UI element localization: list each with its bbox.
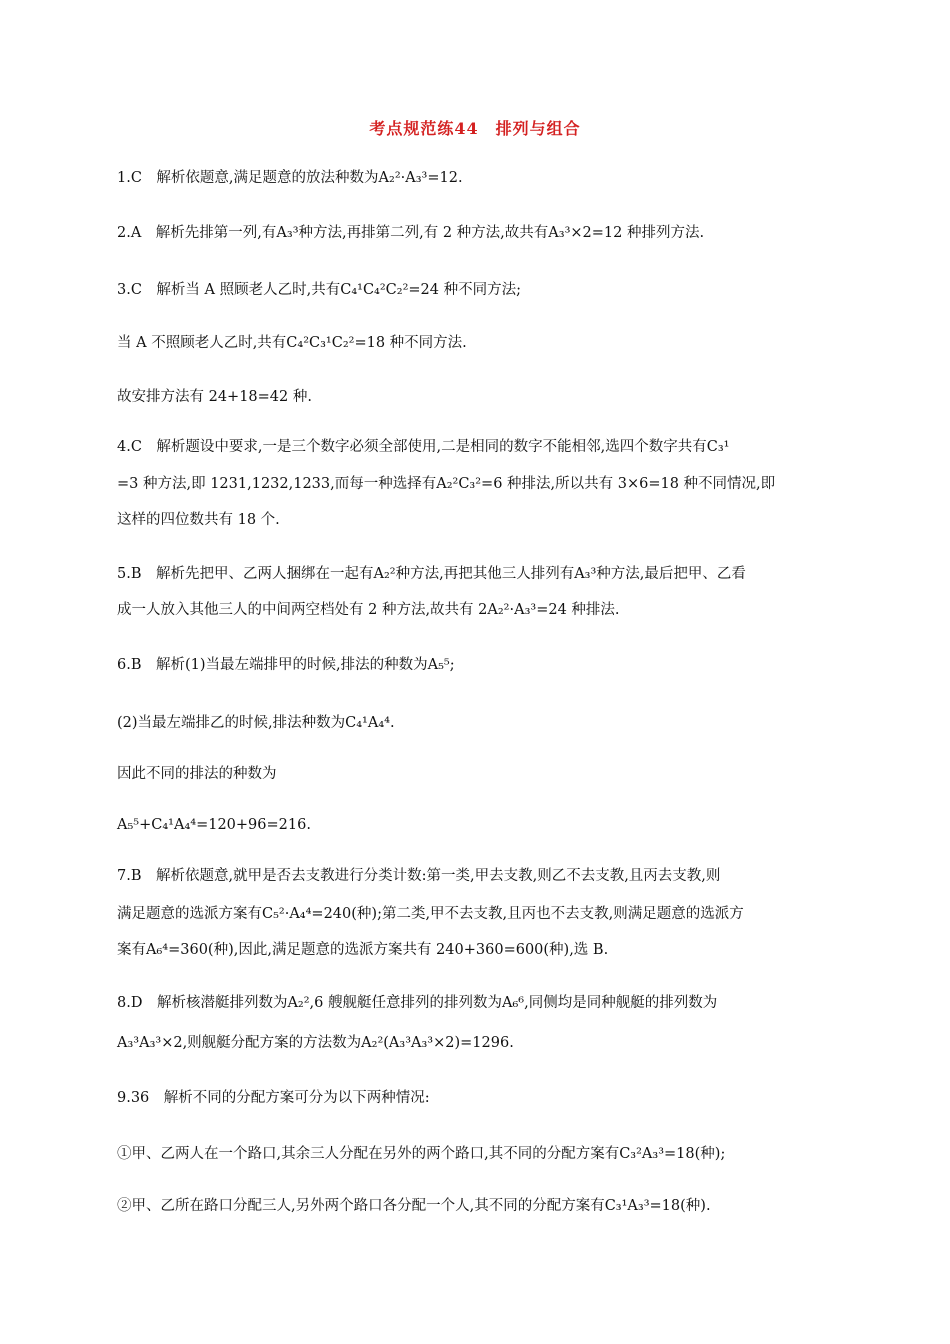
solution-line: 7.B 解析依题意,就甲是否去支教进行分类计数:第一类,甲去支教,则乙不去支教,且丙去支教,则 [117,868,721,884]
solution-line: 1.C 解析依题意,满足题意的放法种数为A₂²·A₃³=12. [117,170,463,186]
solution-line: 故安排方法有 24+18=42 种. [117,389,312,405]
solution-line: A₅⁵+C₄¹A₄⁴=120+96=216. [117,817,311,833]
solution-line: 这样的四位数共有 18 个. [117,512,280,528]
solution-line: 5.B 解析先把甲、乙两人捆绑在一起有A₂²种方法,再把其他三人排列有A₃³种方法,最后把甲、乙看 [117,566,746,582]
solution-line: =3 种方法,即 1231,1232,1233,而每一种选择有A₂²C₃²=6 种排法,所以共有 3×6=18 种不同情况,即 [117,476,776,492]
solution-line: 2.A 解析先排第一列,有A₃³种方法,再排第二列,有 2 种方法,故共有A₃³×2=12 种排列方法. [117,225,705,241]
solution-line: ①甲、乙两人在一个路口,其余三人分配在另外的两个路口,其不同的分配方案有C₃²A₃³=18(种); [117,1146,726,1162]
solution-line: 9.36 解析不同的分配方案可分为以下两种情况: [117,1090,430,1106]
solution-line: 3.C 解析当 A 照顾老人乙时,共有C₄¹C₄²C₂²=24 种不同方法; [117,282,521,298]
solution-line: 满足题意的选派方案有C₅²·A₄⁴=240(种);第二类,甲不去支教,且丙也不去支教,则满足题意的选派方 [117,906,744,922]
solution-line: 8.D 解析核潜艇排列数为A₂²,6 艘舰艇任意排列的排列数为A₆⁶,同侧均是同种舰艇的排列数为 [117,995,718,1011]
solution-line: 成一人放入其他三人的中间两空档处有 2 种方法,故共有 2A₂²·A₃³=24 种排法. [117,602,620,618]
solution-line: A₃³A₃³×2,则舰艇分配方案的方法数为A₂²(A₃³A₃³×2)=1296. [117,1035,514,1051]
solution-line: 因此不同的排法的种数为 [117,766,277,782]
solution-line: ②甲、乙所在路口分配三人,另外两个路口各分配一个人,其不同的分配方案有C₃¹A₃³=18(种). [117,1198,711,1214]
page-title: 考点规范练44 排列与组合 [369,119,581,138]
solution-line: 6.B 解析(1)当最左端排甲的时候,排法的种数为A₅⁵; [117,657,455,673]
solution-line: 当 A 不照顾老人乙时,共有C₄²C₃¹C₂²=18 种不同方法. [117,335,467,351]
solution-line: 4.C 解析题设中要求,一是三个数字必须全部使用,二是相同的数字不能相邻,选四个数字共有C₃¹ [117,439,730,455]
solution-line: 案有A₆⁴=360(种),因此,满足题意的选派方案共有 240+360=600(种),选 B. [117,942,609,958]
solution-line: (2)当最左端排乙的时候,排法种数为C₄¹A₄⁴. [117,715,395,731]
